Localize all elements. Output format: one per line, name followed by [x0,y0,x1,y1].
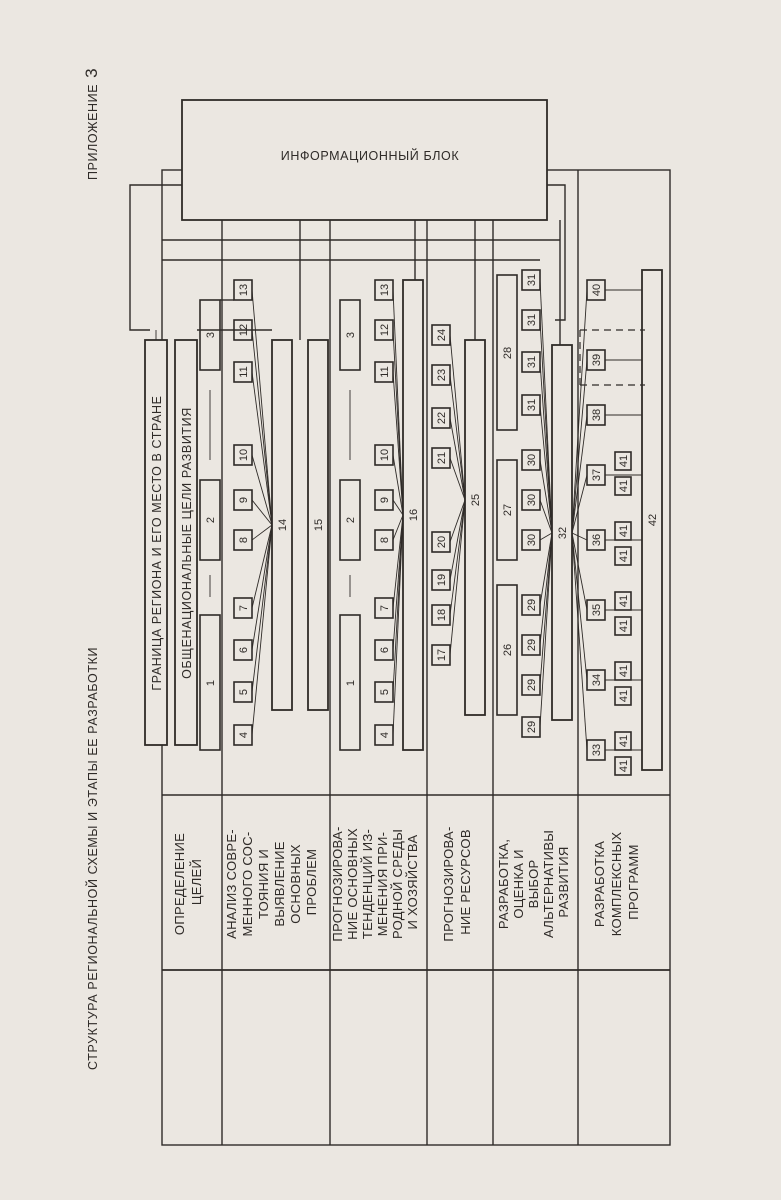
svg-text:12: 12 [379,323,391,337]
svg-text:41: 41 [618,594,630,608]
svg-text:7: 7 [238,604,250,612]
svg-text:4: 4 [238,731,250,739]
svg-text:11: 11 [379,366,391,378]
info-block-label: ИНФОРМАЦИОННЫЙ БЛОК [280,149,460,163]
svg-text:9: 9 [379,496,391,504]
svg-text:41: 41 [618,689,630,703]
svg-text:11: 11 [238,366,250,378]
svg-text:12: 12 [238,323,250,337]
svg-text:15: 15 [313,518,325,532]
svg-text:35: 35 [591,603,603,617]
svg-text:31: 31 [526,398,538,412]
program-nodes [587,280,605,760]
svg-text:10: 10 [238,448,250,462]
program-41-nodes [615,452,631,775]
svg-text:30: 30 [526,493,538,507]
svg-text:41: 41 [618,759,630,773]
svg-text:30: 30 [526,453,538,467]
svg-text:29: 29 [526,678,538,692]
svg-text:38: 38 [591,408,603,422]
small-nodes-row5 [522,270,540,737]
svg-text:41: 41 [618,479,630,493]
row-programs [572,270,662,775]
small-nodes-row2 [234,280,252,745]
svg-text:33: 33 [591,743,603,757]
svg-text:41: 41 [618,664,630,678]
connectors-row4 [450,335,465,655]
svg-text:32: 32 [557,526,569,540]
goals-bar-label: ОБЩЕНАЦИОНАЛЬНЫЕ ЦЕЛИ РАЗВИТИЯ [180,407,194,679]
svg-text:29: 29 [526,598,538,612]
svg-text:29: 29 [526,720,538,734]
svg-text:30: 30 [526,533,538,547]
svg-text:25: 25 [470,493,482,507]
stage-label-forecast-resources: ПРОГНОЗИРОВА- НИЕ РЕСУРСОВ [441,826,473,942]
svg-text:20: 20 [436,535,448,549]
svg-text:14: 14 [277,518,289,532]
node-25-bar [465,340,485,715]
svg-text:8: 8 [379,536,391,544]
boundary-bar-label: ГРАНИЦА РЕГИОНА И ЕГО МЕСТО В СТРАНЕ [150,395,164,691]
svg-text:23: 23 [436,368,448,382]
svg-text:39: 39 [591,353,603,367]
connector-info-boundary [130,185,182,330]
svg-text:1: 1 [205,679,217,687]
stage-labels [172,822,641,941]
svg-text:37: 37 [591,468,603,482]
svg-text:1: 1 [345,679,357,687]
svg-text:31: 31 [526,355,538,369]
stage-label-forecast-trends: ПРОГНОЗИРОВА- НИЕ ОСНОВНЫХ ТЕНДЕНЦИЙ ИЗ- МЕНЕНИЯ ПРИ- РОДНОЙ СРЕДЫ И ХОЗЯЙСТВА [330,826,420,942]
stage-label-analysis: АНАЛИЗ СОВРЕ- МЕННОГО СОС- ТОЯНИЯ И ВЫЯВЛЕНИЕ ОСНОВНЫХ ПРОБЛЕМ [224,829,319,939]
svg-text:18: 18 [436,608,448,622]
svg-text:40: 40 [591,283,603,297]
svg-text:7: 7 [379,604,391,612]
svg-text:6: 6 [238,646,250,654]
svg-text:16: 16 [408,508,420,522]
svg-text:31: 31 [526,313,538,327]
svg-text:21: 21 [436,451,448,465]
svg-text:26: 26 [502,643,514,657]
svg-text:6: 6 [379,646,391,654]
svg-text:41: 41 [618,619,630,633]
svg-text:41: 41 [618,734,630,748]
svg-text:10: 10 [379,448,391,462]
svg-text:2: 2 [205,516,217,524]
goal-bars [145,330,197,745]
connectors-row6 [572,290,642,750]
svg-text:13: 13 [379,283,391,297]
svg-text:41: 41 [618,524,630,538]
small-nodes-row3 [375,280,393,745]
svg-text:31: 31 [526,273,538,287]
svg-text:8: 8 [238,536,250,544]
svg-text:4: 4 [379,731,391,739]
stage-label-programs: РАЗРАБОТКА КОМПЛЕКСНЫХ ПРОГРАММ [592,831,641,937]
svg-text:13: 13 [238,283,250,297]
row-resources [432,325,485,715]
svg-text:41: 41 [618,549,630,563]
diagram-title: СТРУКТУРА РЕГИОНАЛЬНОЙ СХЕМЫ И ЭТАПЫ ЕЕ РАЗРАБОТКИ [86,646,100,1070]
svg-text:42: 42 [647,513,659,527]
stage-label-alternatives: РАЗРАБОТКА, ОЦЕНКА И ВЫБОР АЛЬТЕРНАТИВЫ РАЗВИТИЯ [496,829,571,939]
svg-text:19: 19 [436,573,448,587]
svg-text:27: 27 [502,503,514,517]
small-nodes-row4 [432,325,450,665]
row-forecast-trends [340,280,423,750]
svg-text:5: 5 [379,688,391,696]
svg-text:41: 41 [618,454,630,468]
svg-text:36: 36 [591,533,603,547]
stage-label-goals: ОПРЕДЕЛЕНИЕ ЦЕЛЕЙ [172,832,204,936]
appendix-label: ПРИЛОЖЕНИЕ3 [82,67,101,180]
svg-text:9: 9 [238,496,250,504]
svg-text:2: 2 [345,516,357,524]
svg-text:24: 24 [436,328,448,342]
row-analysis [200,280,328,750]
svg-text:28: 28 [502,346,514,360]
svg-text:3: 3 [345,331,357,339]
row-alternatives [497,270,572,737]
connectors-row5 [540,280,552,727]
svg-text:5: 5 [238,688,250,696]
connector-info-bottom [547,185,565,320]
svg-text:29: 29 [526,638,538,652]
svg-text:34: 34 [591,673,603,687]
svg-text:22: 22 [436,411,448,425]
svg-text:3: 3 [205,331,217,339]
svg-text:17: 17 [436,648,448,662]
